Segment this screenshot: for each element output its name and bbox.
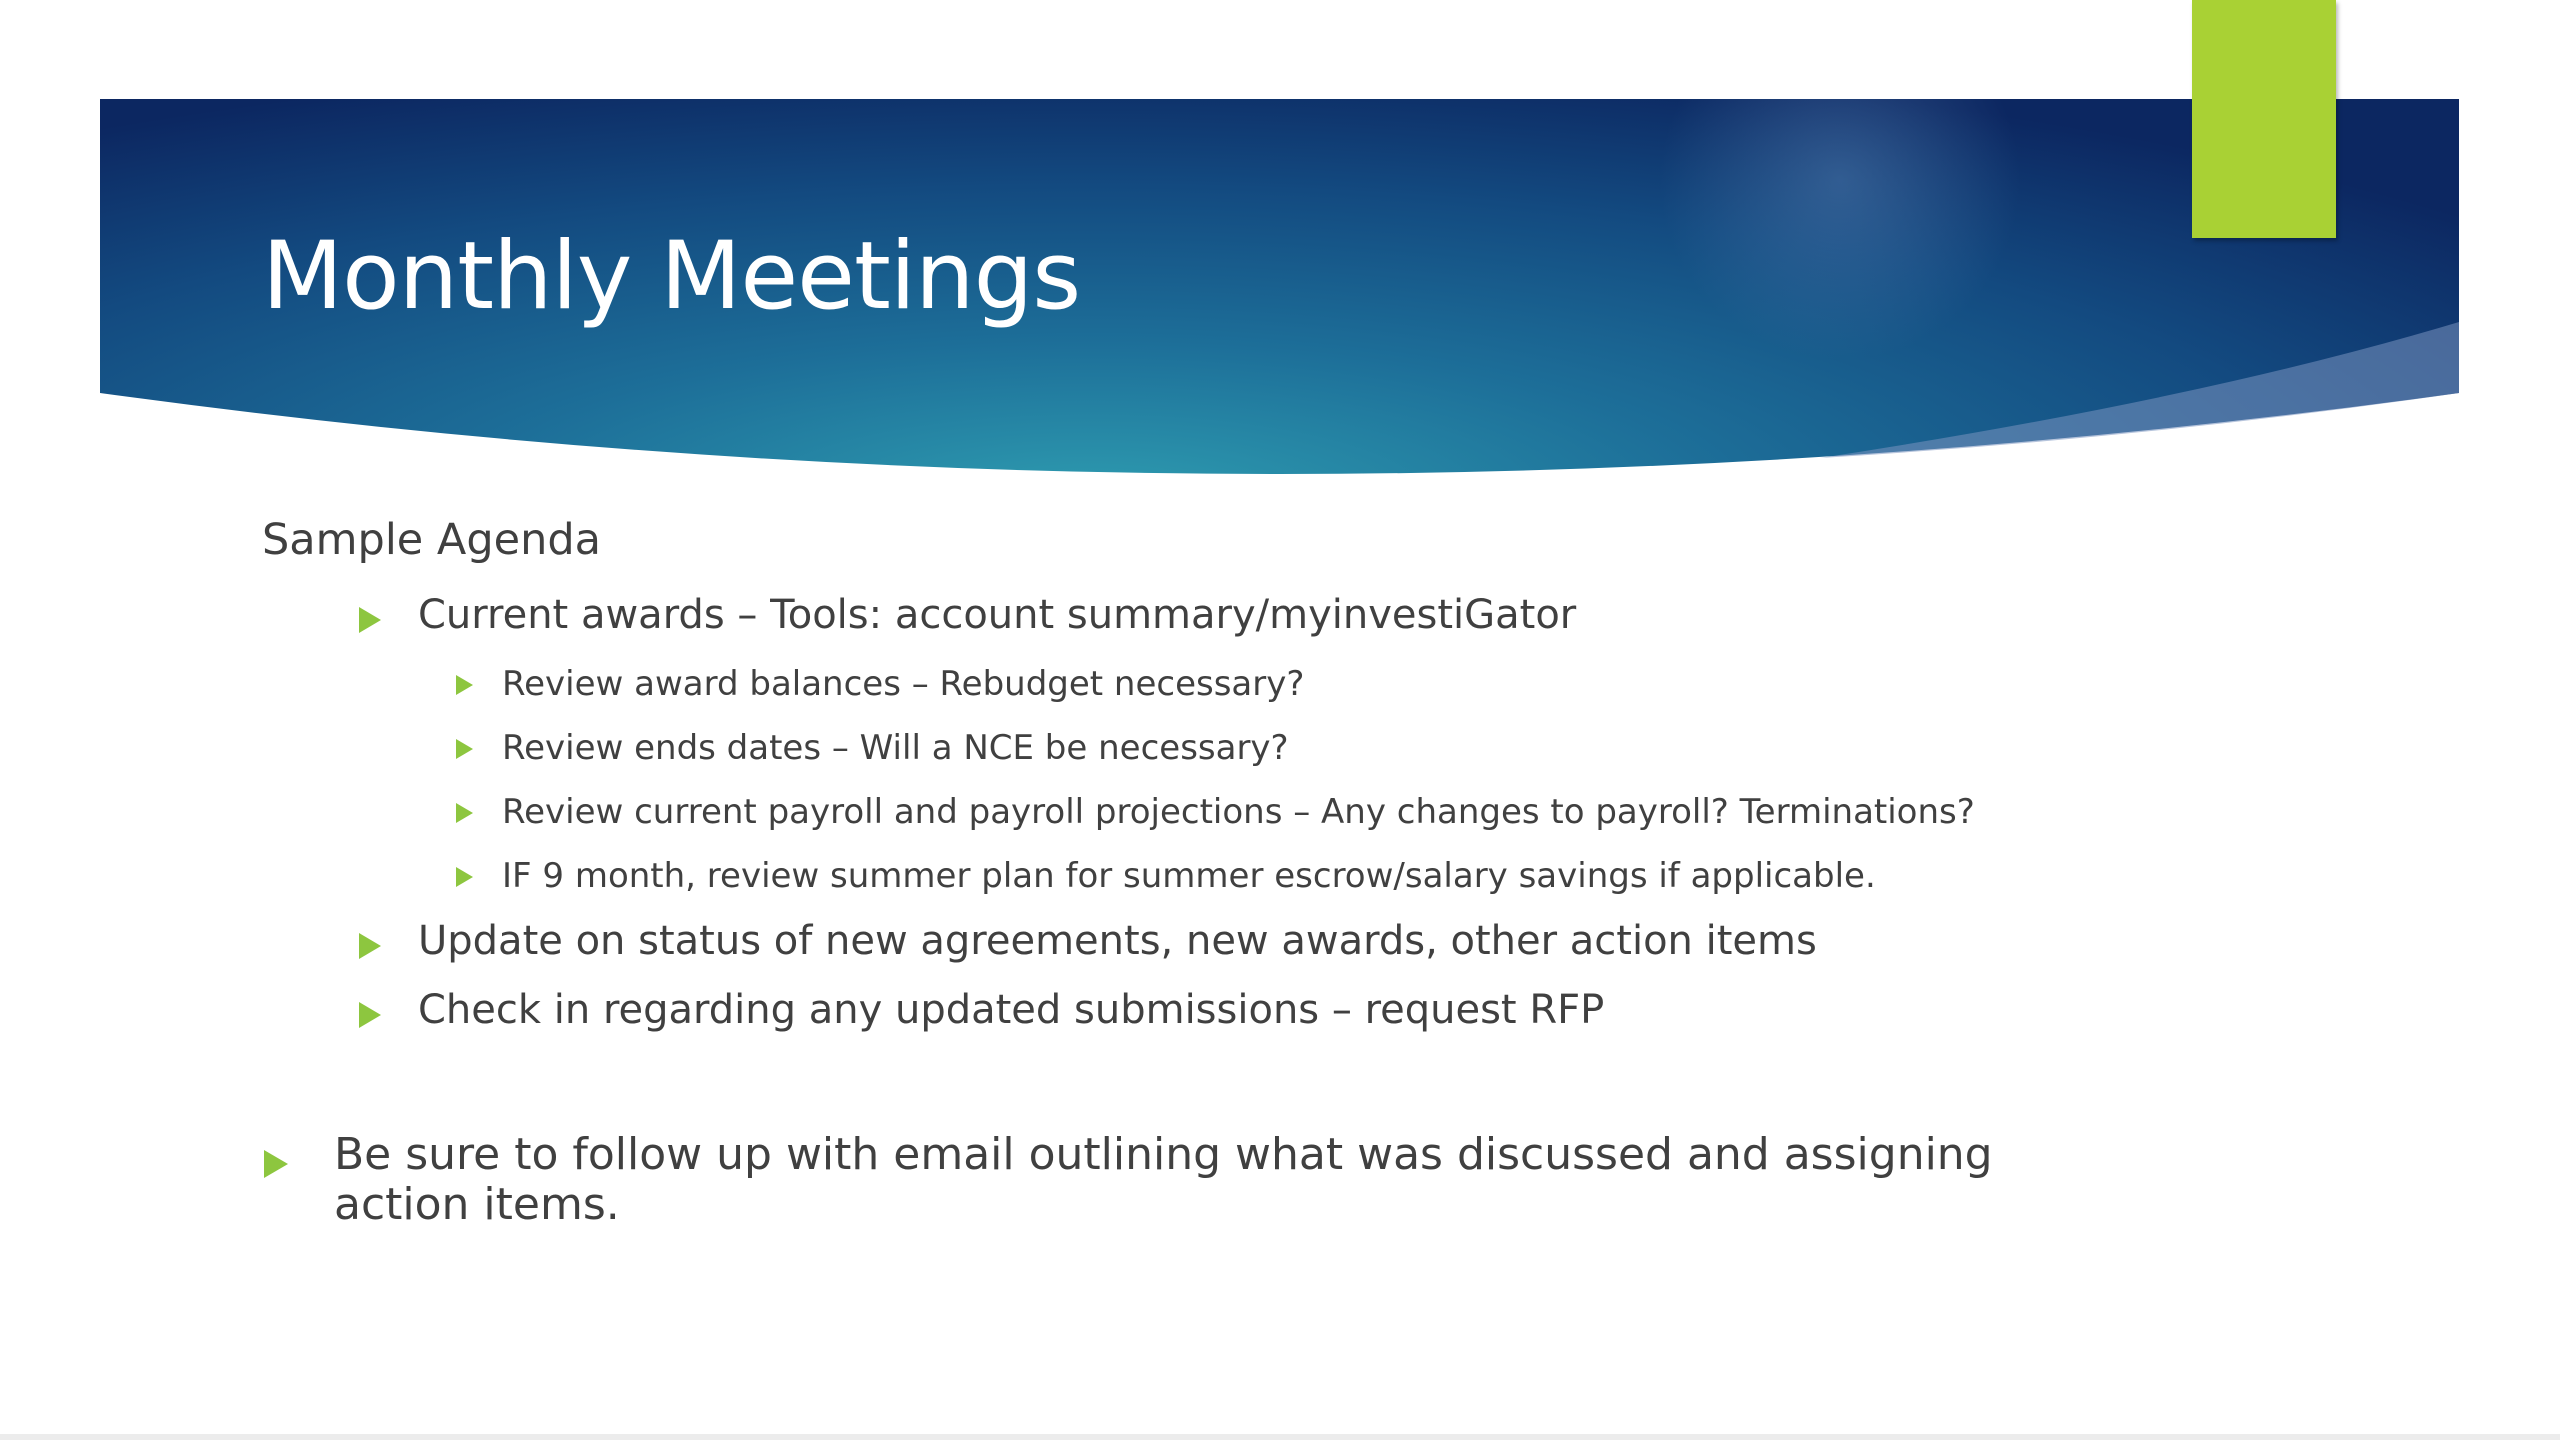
agenda-item: Current awards – Tools: account summary/myinvestiGator: [418, 592, 1577, 638]
agenda-subitem: Review current payroll and payroll projections – Any changes to payroll? Terminations?: [502, 792, 1975, 832]
agenda-heading: Sample Agenda: [262, 515, 601, 565]
agenda-subitem: Review ends dates – Will a NCE be necessary?: [502, 728, 1289, 768]
triangle-right-icon: [264, 1150, 288, 1178]
agenda-item: Update on status of new agreements, new awards, other action items: [418, 918, 1817, 964]
triangle-right-icon: [456, 739, 473, 759]
accent-tab: [2192, 0, 2336, 238]
agenda-subitem: Review award balances – Rebudget necessary?: [502, 664, 1305, 704]
triangle-right-icon: [456, 867, 473, 887]
agenda-item: Check in regarding any updated submissions – request RFP: [418, 987, 1605, 1033]
agenda-subitem: IF 9 month, review summer plan for summer escrow/salary savings if applicable.: [502, 856, 1876, 896]
follow-up-note: Be sure to follow up with email outlining what was discussed and assigning action items.: [334, 1129, 1993, 1230]
slide-title: Monthly Meetings: [262, 222, 1081, 331]
triangle-right-icon: [359, 933, 381, 959]
slide-bottom-edge: [0, 1434, 2560, 1440]
triangle-right-icon: [456, 803, 473, 823]
triangle-right-icon: [359, 1002, 381, 1028]
triangle-right-icon: [456, 675, 473, 695]
triangle-right-icon: [359, 607, 381, 633]
